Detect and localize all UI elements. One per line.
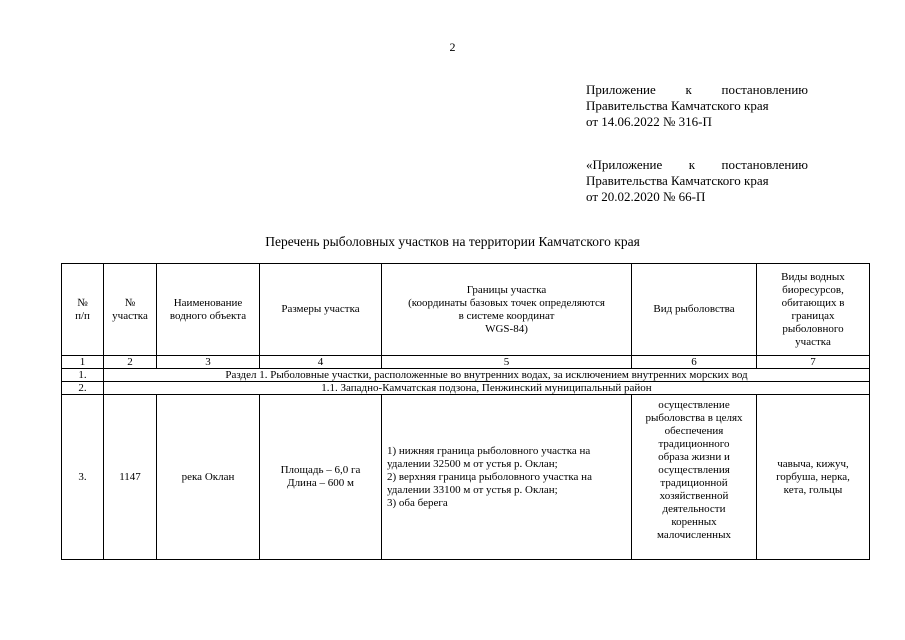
page-number: 2 (449, 40, 456, 54)
column-number-row (62, 356, 870, 369)
site-size: Площадь – 6,0 га Длина – 600 м (260, 395, 382, 560)
appendix-word: Приложение (586, 82, 656, 97)
section-heading: Раздел 1. Рыболовные участки, расположенные во внутренних водах, за исключением внутренних морских вод (104, 369, 870, 382)
row-number: 1. (62, 369, 104, 382)
appendix-word: к (685, 82, 692, 97)
header-cell: Вид рыболовства (632, 264, 757, 356)
appendix-current (586, 82, 808, 130)
row-number: 2. (62, 382, 104, 395)
appendix-line: Правительства Камчатского края (586, 173, 769, 188)
table-row (62, 395, 870, 560)
column-number: 5 (382, 356, 632, 369)
appendix-word: к (688, 157, 696, 172)
column-number: 4 (260, 356, 382, 369)
header-cell: Виды водных биоресурсов, обитающих в границах рыболовного участка (757, 264, 870, 356)
subsection-heading: 1.1. Западно-Камчатская подзона, Пенжинский муниципальный район (104, 382, 870, 395)
header-cell: Размеры участка (260, 264, 382, 356)
column-number: 3 (157, 356, 260, 369)
site-number: 1147 (104, 395, 157, 560)
appendix-line: от 20.02.2020 № 66-П (586, 189, 706, 204)
column-number: 6 (632, 356, 757, 369)
water-body: река Оклан (157, 395, 260, 560)
appendix-word: «Приложение (586, 157, 663, 172)
header-cell: Границы участка (координаты базовых точек определяются в системе координат WGS-84) (382, 264, 632, 356)
table-header-row (62, 264, 870, 356)
row-number: 3. (62, 395, 104, 560)
table-row (62, 382, 870, 395)
header-cell: № п/п (62, 264, 104, 356)
appendix-line: Правительства Камчатского края (586, 98, 769, 113)
appendix-original (586, 157, 808, 205)
appendix-word: постановлению (721, 82, 808, 97)
species: чавыча, кижуч, горбуша, нерка, кета, гольцы (757, 395, 870, 560)
header-cell: Наименование водного объекта (157, 264, 260, 356)
column-number: 2 (104, 356, 157, 369)
fishing-sites-table (61, 263, 870, 560)
table-row (62, 369, 870, 382)
header-cell: № участка (104, 264, 157, 356)
appendix-line: от 14.06.2022 № 316-П (586, 114, 712, 129)
column-number: 7 (757, 356, 870, 369)
site-boundaries: 1) нижняя граница рыболовного участка на удалении 32500 м от устья р. Оклан; 2) верхняя граница рыболовного участка на удалении 33100 м от устья р. Оклан; 3) оба берега (382, 395, 632, 560)
column-number: 1 (62, 356, 104, 369)
document-title: Перечень рыболовных участков на территории Камчатского края (265, 234, 640, 249)
appendix-word: постановлению (721, 157, 808, 172)
fishing-type: осуществление рыболовства в целях обеспечения традиционного образа жизни и осуществления традиционной хозяйственной деятельности коренных малочисленных (632, 395, 757, 560)
